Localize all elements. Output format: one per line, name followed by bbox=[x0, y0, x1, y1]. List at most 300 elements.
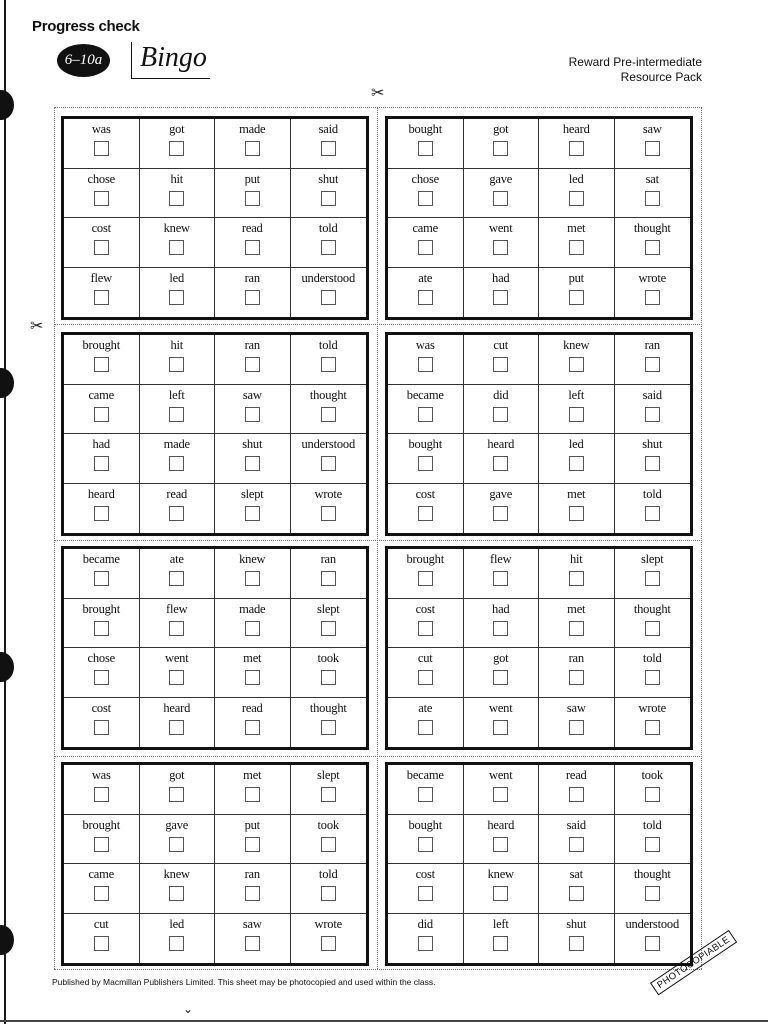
bingo-word: came bbox=[88, 387, 115, 402]
bingo-word: left bbox=[492, 916, 509, 931]
bingo-cell bbox=[215, 864, 291, 914]
bingo-cell bbox=[615, 698, 691, 748]
bingo-word: cut bbox=[417, 651, 433, 665]
tick-box[interactable] bbox=[94, 936, 109, 951]
bingo-word: put bbox=[244, 817, 260, 832]
tick-box[interactable] bbox=[321, 720, 336, 735]
resource-pack-label bbox=[569, 55, 702, 85]
tick-box[interactable] bbox=[169, 670, 184, 685]
bingo-word: had bbox=[92, 437, 110, 451]
bingo-word: heard bbox=[562, 122, 590, 136]
bingo-cell bbox=[388, 169, 464, 219]
tick-box[interactable] bbox=[245, 571, 260, 586]
tick-box[interactable] bbox=[569, 936, 584, 951]
tick-box[interactable] bbox=[418, 357, 433, 372]
bingo-cell bbox=[388, 698, 464, 748]
bingo-word: heard bbox=[87, 486, 115, 501]
bingo-word: slept bbox=[316, 768, 340, 782]
tick-box[interactable] bbox=[569, 787, 584, 802]
tick-box[interactable] bbox=[569, 506, 584, 521]
tick-box[interactable] bbox=[645, 787, 660, 802]
tick-box[interactable] bbox=[169, 886, 184, 901]
bingo-word: cut bbox=[93, 916, 109, 931]
bingo-word: hit bbox=[170, 338, 184, 352]
bingo-word: left bbox=[168, 387, 185, 402]
tick-box[interactable] bbox=[418, 456, 433, 471]
tick-box[interactable] bbox=[418, 720, 433, 735]
bingo-word: slept bbox=[640, 552, 664, 566]
tick-box[interactable] bbox=[169, 837, 184, 852]
tick-box[interactable] bbox=[321, 670, 336, 685]
tick-box[interactable] bbox=[493, 456, 508, 471]
bingo-cell bbox=[215, 335, 291, 385]
bingo-card bbox=[61, 762, 369, 966]
tick-box[interactable] bbox=[569, 621, 584, 636]
tick-box[interactable] bbox=[493, 670, 508, 685]
tick-box[interactable] bbox=[245, 357, 260, 372]
tick-box[interactable] bbox=[94, 886, 109, 901]
bingo-cell bbox=[140, 169, 216, 219]
tick-box[interactable] bbox=[169, 191, 184, 206]
tick-box[interactable] bbox=[569, 456, 584, 471]
bingo-cell bbox=[291, 698, 367, 748]
bingo-cell bbox=[140, 765, 216, 815]
bingo-word: thought bbox=[633, 601, 671, 616]
bingo-cell bbox=[140, 914, 216, 964]
bingo-word: gave bbox=[165, 817, 189, 832]
bingo-word: wrote bbox=[638, 700, 666, 715]
tick-box[interactable] bbox=[645, 886, 660, 901]
bingo-word: wrote bbox=[314, 916, 342, 931]
tick-box[interactable] bbox=[321, 886, 336, 901]
bingo-word: said bbox=[642, 387, 662, 402]
cut-line bbox=[54, 969, 702, 970]
tick-box[interactable] bbox=[94, 621, 109, 636]
bingo-word: made bbox=[239, 122, 266, 136]
bingo-cell bbox=[539, 914, 615, 964]
bingo-word: took bbox=[317, 817, 339, 832]
bingo-word: ate bbox=[169, 552, 184, 566]
bingo-cell bbox=[388, 385, 464, 435]
tick-box[interactable] bbox=[94, 787, 109, 802]
bingo-word: sat bbox=[569, 867, 583, 881]
bingo-cell bbox=[464, 765, 540, 815]
bingo-cell bbox=[291, 815, 367, 865]
tick-box[interactable] bbox=[321, 290, 336, 305]
bingo-cell bbox=[215, 218, 291, 268]
bingo-cell bbox=[539, 864, 615, 914]
page-title: Bingo bbox=[140, 42, 207, 73]
bingo-cell bbox=[464, 218, 540, 268]
tick-box[interactable] bbox=[569, 290, 584, 305]
tick-box[interactable] bbox=[245, 720, 260, 735]
tick-box[interactable] bbox=[94, 141, 109, 156]
tick-box[interactable] bbox=[493, 191, 508, 206]
tick-box[interactable] bbox=[569, 670, 584, 685]
tick-box[interactable] bbox=[321, 240, 336, 255]
bingo-word: shut bbox=[642, 437, 663, 451]
tick-box[interactable] bbox=[321, 357, 336, 372]
bingo-word: got bbox=[493, 651, 509, 665]
tick-box[interactable] bbox=[245, 191, 260, 206]
bingo-cell bbox=[291, 268, 367, 318]
bingo-cell bbox=[539, 385, 615, 435]
tick-box[interactable] bbox=[94, 240, 109, 255]
tick-box[interactable] bbox=[169, 407, 184, 422]
tick-box[interactable] bbox=[418, 571, 433, 586]
bingo-cell bbox=[464, 484, 540, 534]
bingo-cell bbox=[388, 815, 464, 865]
bingo-cell bbox=[291, 434, 367, 484]
tick-box[interactable] bbox=[169, 141, 184, 156]
bingo-card bbox=[385, 762, 693, 966]
bingo-word: read bbox=[565, 768, 587, 782]
bingo-word: hit bbox=[569, 552, 583, 566]
bingo-cell bbox=[464, 549, 540, 599]
tick-box[interactable] bbox=[493, 506, 508, 521]
tick-box[interactable] bbox=[94, 720, 109, 735]
tick-box[interactable] bbox=[418, 506, 433, 521]
bingo-word: ran bbox=[568, 651, 584, 665]
bingo-word: met bbox=[567, 221, 586, 235]
bingo-word: ran bbox=[244, 338, 260, 352]
tick-box[interactable] bbox=[418, 936, 433, 951]
bingo-word: knew bbox=[163, 867, 190, 881]
tick-box[interactable] bbox=[569, 141, 584, 156]
bingo-cell bbox=[464, 599, 540, 649]
tick-box[interactable] bbox=[245, 837, 260, 852]
margin-line bbox=[4, 0, 6, 1024]
bingo-word: told bbox=[642, 817, 662, 832]
bingo-word: shut bbox=[242, 437, 263, 451]
bingo-cell bbox=[64, 434, 140, 484]
title-frame bbox=[131, 42, 210, 79]
tick-box[interactable] bbox=[169, 571, 184, 586]
tick-box[interactable] bbox=[94, 191, 109, 206]
bingo-cell bbox=[615, 434, 691, 484]
tick-box[interactable] bbox=[245, 240, 260, 255]
bingo-word: sat bbox=[645, 171, 659, 186]
bingo-cell bbox=[388, 268, 464, 318]
tick-box[interactable] bbox=[169, 290, 184, 305]
bingo-word: flew bbox=[166, 601, 188, 616]
tick-box[interactable] bbox=[321, 837, 336, 852]
tick-box[interactable] bbox=[418, 621, 433, 636]
tick-box[interactable] bbox=[245, 141, 260, 156]
bingo-cell bbox=[539, 599, 615, 649]
bingo-word: cost bbox=[415, 601, 435, 616]
bingo-cell bbox=[464, 434, 540, 484]
bingo-card bbox=[61, 546, 369, 750]
tick-box[interactable] bbox=[493, 290, 508, 305]
tick-box[interactable] bbox=[645, 456, 660, 471]
tick-box[interactable] bbox=[169, 787, 184, 802]
bingo-cell bbox=[388, 434, 464, 484]
bingo-word: brought bbox=[406, 552, 444, 566]
bingo-word: brought bbox=[82, 338, 120, 352]
bingo-cell bbox=[539, 765, 615, 815]
tick-box[interactable] bbox=[169, 936, 184, 951]
bingo-word: put bbox=[244, 171, 260, 186]
tick-box[interactable] bbox=[321, 621, 336, 636]
punch-hole bbox=[0, 925, 14, 955]
bingo-word: got bbox=[169, 122, 185, 136]
bingo-card bbox=[385, 546, 693, 750]
tick-box[interactable] bbox=[321, 936, 336, 951]
bingo-word: led bbox=[568, 437, 584, 451]
tick-box[interactable] bbox=[645, 621, 660, 636]
bingo-word: bought bbox=[408, 122, 443, 136]
bingo-cell bbox=[464, 335, 540, 385]
tick-box[interactable] bbox=[418, 141, 433, 156]
bingo-cell bbox=[464, 385, 540, 435]
bingo-cell bbox=[140, 864, 216, 914]
bingo-word: gave bbox=[489, 486, 513, 501]
bingo-word: bought bbox=[408, 437, 443, 451]
bingo-cell bbox=[464, 648, 540, 698]
tick-box[interactable] bbox=[493, 240, 508, 255]
bingo-cell bbox=[539, 698, 615, 748]
bingo-cell bbox=[615, 119, 691, 169]
bingo-cell bbox=[215, 648, 291, 698]
bingo-card bbox=[61, 116, 369, 320]
bingo-cell bbox=[539, 549, 615, 599]
bingo-word: cost bbox=[415, 867, 435, 881]
bingo-word: read bbox=[166, 486, 188, 501]
tick-box[interactable] bbox=[418, 240, 433, 255]
tick-box[interactable] bbox=[645, 240, 660, 255]
bingo-word: became bbox=[406, 768, 444, 782]
bingo-word: gave bbox=[489, 171, 513, 186]
tick-box[interactable] bbox=[94, 456, 109, 471]
tick-box[interactable] bbox=[169, 456, 184, 471]
bingo-cell bbox=[64, 765, 140, 815]
tick-box[interactable] bbox=[94, 837, 109, 852]
bingo-word: chose bbox=[87, 651, 115, 665]
tick-box[interactable] bbox=[645, 936, 660, 951]
tick-box[interactable] bbox=[321, 407, 336, 422]
bingo-cell bbox=[539, 484, 615, 534]
bingo-word: went bbox=[489, 700, 513, 715]
tick-box[interactable] bbox=[569, 407, 584, 422]
bingo-word: did bbox=[493, 387, 509, 402]
tick-box[interactable] bbox=[493, 141, 508, 156]
bingo-cell bbox=[615, 549, 691, 599]
tick-box[interactable] bbox=[418, 670, 433, 685]
bingo-cell bbox=[64, 119, 140, 169]
tick-box[interactable] bbox=[321, 787, 336, 802]
bingo-cell bbox=[140, 599, 216, 649]
bingo-word: heard bbox=[163, 700, 191, 715]
tick-box[interactable] bbox=[94, 407, 109, 422]
bingo-cell bbox=[291, 549, 367, 599]
bingo-cell bbox=[615, 218, 691, 268]
bingo-cell bbox=[215, 698, 291, 748]
tick-box[interactable] bbox=[94, 670, 109, 685]
tick-box[interactable] bbox=[245, 936, 260, 951]
tick-box[interactable] bbox=[645, 571, 660, 586]
bingo-word: slept bbox=[316, 601, 340, 616]
tick-box[interactable] bbox=[645, 290, 660, 305]
bingo-cell bbox=[140, 434, 216, 484]
tick-box[interactable] bbox=[645, 837, 660, 852]
bingo-cell bbox=[64, 385, 140, 435]
tick-box[interactable] bbox=[493, 571, 508, 586]
tick-box[interactable] bbox=[245, 886, 260, 901]
tick-box[interactable] bbox=[569, 357, 584, 372]
tick-box[interactable] bbox=[321, 191, 336, 206]
scissors-icon: ✂ bbox=[371, 85, 385, 102]
bingo-cell bbox=[140, 698, 216, 748]
bingo-cell bbox=[615, 599, 691, 649]
tick-box[interactable] bbox=[169, 240, 184, 255]
tick-box[interactable] bbox=[418, 787, 433, 802]
bingo-word: met bbox=[243, 768, 262, 782]
bingo-word: met bbox=[243, 651, 262, 665]
tick-box[interactable] bbox=[645, 191, 660, 206]
bingo-word: led bbox=[169, 270, 185, 285]
bingo-word: cost bbox=[91, 700, 111, 715]
tick-box[interactable] bbox=[493, 936, 508, 951]
tick-box[interactable] bbox=[245, 290, 260, 305]
tick-box[interactable] bbox=[169, 506, 184, 521]
bingo-cell bbox=[615, 268, 691, 318]
cut-line bbox=[54, 107, 55, 969]
bingo-cell bbox=[215, 484, 291, 534]
unit-badge: 6–10a bbox=[57, 44, 110, 77]
tick-box[interactable] bbox=[569, 191, 584, 206]
cut-line bbox=[54, 756, 702, 757]
tick-box[interactable] bbox=[493, 837, 508, 852]
tick-box[interactable] bbox=[245, 456, 260, 471]
tick-box[interactable] bbox=[94, 506, 109, 521]
bingo-cell bbox=[64, 864, 140, 914]
bingo-word: thought bbox=[309, 700, 347, 715]
bingo-word: bought bbox=[408, 817, 443, 832]
bingo-word: went bbox=[489, 221, 513, 235]
bingo-word: told bbox=[318, 221, 338, 235]
bingo-word: took bbox=[317, 651, 339, 665]
bingo-word: chose bbox=[411, 171, 439, 186]
tick-box[interactable] bbox=[493, 407, 508, 422]
bingo-cell bbox=[615, 385, 691, 435]
bingo-word: left bbox=[568, 387, 585, 402]
bingo-word: told bbox=[318, 867, 338, 881]
bingo-cell bbox=[291, 169, 367, 219]
tick-box[interactable] bbox=[418, 886, 433, 901]
bingo-cell bbox=[539, 434, 615, 484]
bingo-cell bbox=[388, 648, 464, 698]
tick-box[interactable] bbox=[418, 837, 433, 852]
tick-box[interactable] bbox=[645, 506, 660, 521]
bingo-cell bbox=[615, 815, 691, 865]
bingo-word: shut bbox=[318, 171, 339, 186]
bingo-cell bbox=[388, 599, 464, 649]
tick-box[interactable] bbox=[94, 290, 109, 305]
tick-box[interactable] bbox=[493, 621, 508, 636]
tick-box[interactable] bbox=[321, 506, 336, 521]
bingo-word: had bbox=[492, 601, 510, 616]
tick-box[interactable] bbox=[418, 290, 433, 305]
bingo-word: wrote bbox=[638, 270, 666, 285]
tick-box[interactable] bbox=[245, 787, 260, 802]
bingo-word: got bbox=[493, 122, 509, 136]
bingo-word: saw bbox=[242, 916, 262, 931]
tick-box[interactable] bbox=[569, 571, 584, 586]
tick-box[interactable] bbox=[94, 571, 109, 586]
bingo-word: told bbox=[318, 338, 338, 352]
bingo-word: said bbox=[566, 817, 586, 832]
tick-box[interactable] bbox=[493, 720, 508, 735]
resource-line-1: Reward Pre-intermediate bbox=[568, 55, 702, 69]
tick-box[interactable] bbox=[569, 240, 584, 255]
bingo-cell bbox=[464, 169, 540, 219]
bingo-word: cut bbox=[493, 338, 509, 352]
punch-hole bbox=[0, 652, 14, 682]
bingo-cell bbox=[291, 599, 367, 649]
bingo-cell bbox=[64, 218, 140, 268]
tick-box[interactable] bbox=[493, 787, 508, 802]
bingo-word: said bbox=[318, 122, 338, 136]
tick-box[interactable] bbox=[645, 141, 660, 156]
tick-box[interactable] bbox=[245, 670, 260, 685]
tick-box[interactable] bbox=[245, 407, 260, 422]
tick-box[interactable] bbox=[321, 141, 336, 156]
tick-box[interactable] bbox=[245, 621, 260, 636]
tick-box[interactable] bbox=[169, 720, 184, 735]
tick-box[interactable] bbox=[645, 407, 660, 422]
tick-box[interactable] bbox=[245, 506, 260, 521]
tick-box[interactable] bbox=[321, 571, 336, 586]
tick-box[interactable] bbox=[321, 456, 336, 471]
bingo-cell bbox=[291, 385, 367, 435]
tick-box[interactable] bbox=[169, 357, 184, 372]
bingo-word: thought bbox=[633, 221, 671, 235]
bingo-word: came bbox=[412, 221, 439, 235]
bingo-cell bbox=[615, 335, 691, 385]
tick-box[interactable] bbox=[169, 621, 184, 636]
bingo-word: read bbox=[241, 700, 263, 715]
tick-box[interactable] bbox=[645, 357, 660, 372]
bingo-cell bbox=[388, 914, 464, 964]
bingo-word: flew bbox=[90, 270, 112, 285]
bingo-cell bbox=[64, 698, 140, 748]
bingo-word: understood bbox=[625, 916, 680, 931]
tick-box[interactable] bbox=[569, 837, 584, 852]
tick-box[interactable] bbox=[418, 191, 433, 206]
tick-box[interactable] bbox=[645, 720, 660, 735]
tick-box[interactable] bbox=[493, 357, 508, 372]
bingo-word: led bbox=[169, 916, 185, 931]
tick-box[interactable] bbox=[493, 886, 508, 901]
tick-box[interactable] bbox=[569, 886, 584, 901]
tick-box[interactable] bbox=[569, 720, 584, 735]
bingo-cell bbox=[140, 549, 216, 599]
bingo-cell bbox=[539, 268, 615, 318]
bingo-cell bbox=[64, 335, 140, 385]
bingo-cell bbox=[215, 434, 291, 484]
bingo-cell bbox=[388, 549, 464, 599]
bingo-cell bbox=[215, 169, 291, 219]
bingo-cell bbox=[215, 119, 291, 169]
bingo-word: brought bbox=[82, 601, 120, 616]
tick-box[interactable] bbox=[418, 407, 433, 422]
bingo-word: told bbox=[642, 651, 662, 665]
tick-box[interactable] bbox=[94, 357, 109, 372]
bingo-word: brought bbox=[82, 817, 120, 832]
tick-box[interactable] bbox=[645, 670, 660, 685]
bingo-cell bbox=[64, 914, 140, 964]
